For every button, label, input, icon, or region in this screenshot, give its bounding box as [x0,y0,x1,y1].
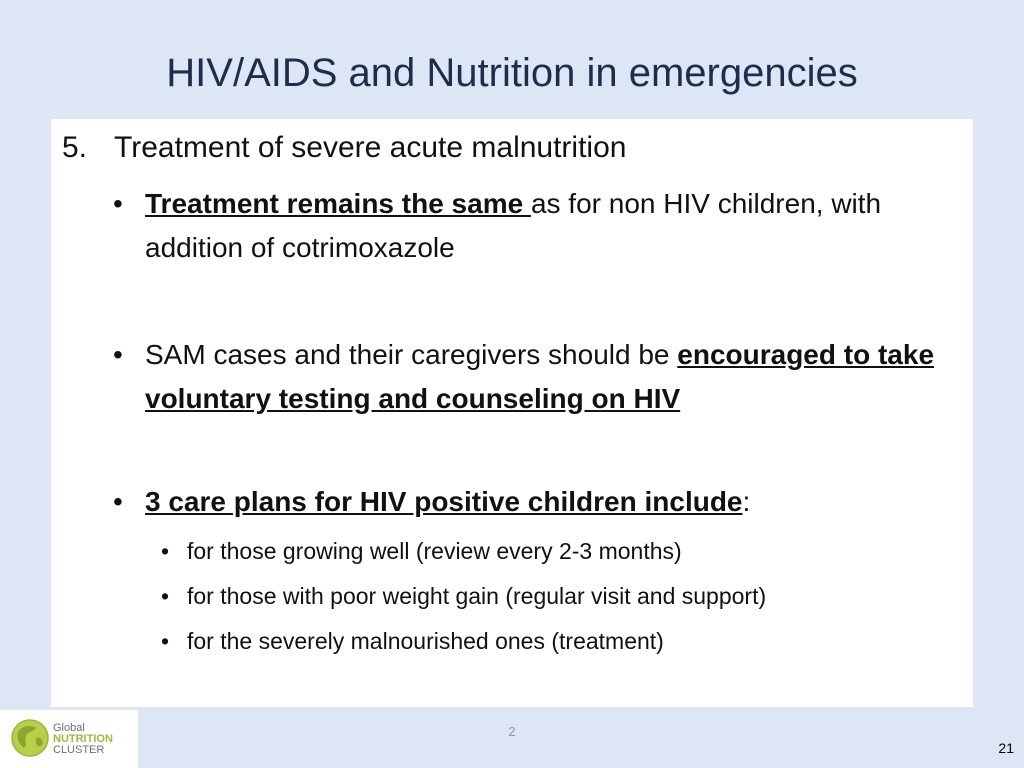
sub-bullet-text: for those growing well (review every 2-3 months) [187,538,682,564]
bullet-marker: • [161,628,170,654]
sub-bullet [161,625,664,657]
sub-bullet [161,580,766,612]
bullet-marker: • [113,188,123,219]
bullet-bold-text: Treatment remains the same [145,188,531,219]
bullet-care-plans [113,480,953,524]
slide-number-center: 2 [508,724,516,739]
sub-bullet [161,535,682,567]
bullet-sam-testing [113,333,953,421]
bullet-treatment-same [113,182,953,270]
bullet-bold-text: 3 care plans for HIV positive children include [145,486,743,517]
bullet-text: as for non HIV children, with addition of cotrimoxazole [145,188,882,263]
logo-text-global: Global [53,722,85,734]
bullet-marker: • [113,486,123,517]
sub-bullet-text: for the severely malnourished ones (treatment) [187,628,664,654]
content-panel [51,119,973,707]
bullet-bold-text: encouraged to take voluntary testing and counseling on HIV [145,339,935,414]
global-nutrition-cluster-logo [0,710,138,768]
bullet-marker: • [161,583,170,609]
bullet-marker: • [161,538,170,564]
globe-icon [10,718,50,758]
numbered-item [62,128,626,168]
sub-bullet-text: for those with poor weight gain (regular visit and support) [187,583,767,609]
slide-title: HIV/AIDS and Nutrition in emergencies [166,51,858,95]
logo-text-nutrition: NUTRITION [53,733,113,745]
bullet-text: SAM cases and their caregivers should be [145,339,678,370]
bullet-text: : [742,486,751,517]
item-text: Treatment of severe acute malnutrition [114,131,627,164]
item-number: 5. [62,131,88,164]
logo-text-cluster: CLUSTER [53,744,105,756]
page-number: 21 [998,740,1014,756]
bullet-marker: • [113,339,123,370]
